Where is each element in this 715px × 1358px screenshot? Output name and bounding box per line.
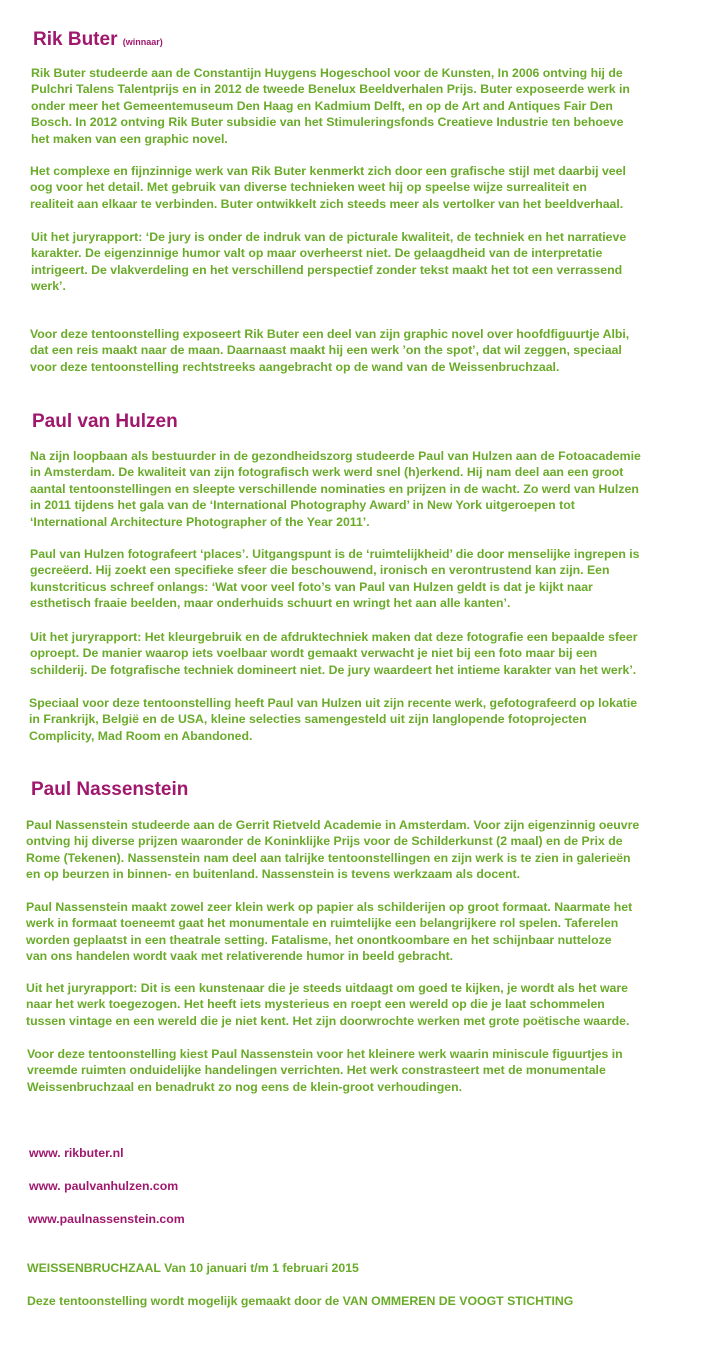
text-line: in Amsterdam. De kwaliteit van zijn fotografisch werk werd snel (h)erkend. Hij nam deel aan een groot bbox=[30, 465, 624, 480]
sponsor-note: Deze tentoonstelling wordt mogelijk gemaakt door de VAN OMMEREN DE VOOGT STICHTING bbox=[27, 1294, 574, 1308]
artist-name: Paul Nassenstein bbox=[31, 779, 189, 800]
text-line: onder meer het Gemeentemuseum Den Haag en Kadmium Delft, en op de Art and Antiques Fair Den bbox=[31, 98, 613, 113]
nassenstein-exhibition-paragraph bbox=[27, 1046, 623, 1095]
venue-dates: WEISSENBRUCHZAAL Van 10 januari t/m 1 februari 2015 bbox=[27, 1261, 359, 1275]
artist-heading-paul-nassenstein bbox=[31, 779, 188, 801]
text-line: realiteit aan elkaar te verbinden. Buter ontwikkelt zich steeds meer als vertolker van het beeldverhaal. bbox=[30, 196, 624, 211]
text-line: vreemde ruimten onduidelijke handelingen verrichten. Het werk constrasteert met de monumentale bbox=[27, 1063, 606, 1078]
text-line: kunstcriticus schreef onlangs: ‘Wat voor veel foto’s van Paul van Hulzen geldt is dat je kijkt naar bbox=[30, 579, 593, 594]
text-line: Na zijn loopbaan als bestuurder in de gezondheidszorg studeerde Paul van Hulzen aan de Fotoacademie bbox=[30, 449, 641, 463]
text-line: Uit het juryrapport: ‘De jury is onder de indruk van de picturale kwaliteit, de techniek en het narratieve bbox=[31, 230, 627, 244]
text-line: Rome (Tekenen). Nassenstein nam deel aan talrijke tentoonstellingen en zijn werk is te zien in galerieën bbox=[26, 850, 631, 865]
artist-heading-rik-buter bbox=[33, 29, 163, 53]
text-line: van ons handelen wordt vaak met relativerende humor in beeld gebracht. bbox=[26, 949, 454, 964]
text-line: Speciaal voor deze tentoonstelling heeft Paul van Hulzen uit zijn recente werk, gefotografeerd op lokatie bbox=[29, 696, 638, 710]
text-line: karakter. De eigenzinnige humor valt op maar overheerst niet. De gelaagdheid van de interpretatie bbox=[31, 246, 603, 261]
van-hulzen-exhibition-paragraph bbox=[29, 695, 637, 744]
text-line: worden geplaatst in een theatrale setting. Fatalisme, het onontkoombare en het schijnbaar nutteloze bbox=[26, 932, 612, 947]
nassenstein-bio-paragraph-1 bbox=[26, 817, 639, 883]
link-paulnassenstein[interactable]: www.paulnassenstein.com bbox=[28, 1212, 185, 1226]
text-line: gecreëerd. Hij zoekt een specifieke sfeer die beschouwend, ironisch en verontrustend kan zijn. Een bbox=[30, 563, 610, 578]
van-hulzen-bio-paragraph-1 bbox=[30, 448, 641, 530]
text-line: naar het werk toegezogen. Het heeft iets mysterieus en roept een wereld op die je laat schommelen bbox=[26, 997, 605, 1012]
text-line: Uit het juryrapport: Het kleurgebruik en de afdruktechniek maken dat deze fotografie een bepaalde sfeer bbox=[30, 630, 638, 644]
rik-buter-jury-paragraph bbox=[31, 229, 626, 295]
van-hulzen-jury-paragraph bbox=[30, 629, 637, 678]
text-line: het maken van een graphic novel. bbox=[31, 131, 228, 146]
link-paulvanhulzen[interactable]: www. paulvanhulzen.com bbox=[29, 1179, 179, 1193]
text-line: ‘International Architecture Photographer of the Year 2011’. bbox=[30, 514, 370, 529]
artist-heading-paul-van-hulzen bbox=[32, 411, 178, 433]
artist-name: Rik Buter bbox=[33, 29, 118, 50]
text-line: Paul Nassenstein maakt zowel zeer klein werk op papier als schilderijen op groot formaat. Naarmate het bbox=[26, 900, 633, 914]
text-line: Rik Buter studeerde aan de Constantijn Huygens Hogeschool voor de Kunsten, In 2006 ontving hij de bbox=[31, 66, 623, 80]
text-line: tussen vintage en een wereld die je niet kent. Het zijn doorwrochte werken met grote poëtische waarde. bbox=[26, 1013, 630, 1028]
text-line: Uit het juryrapport: Dit is een kunstenaar die je steeds uitdaagt om goed te kijken, je wordt als het ware bbox=[26, 981, 629, 995]
text-line: dat een reis maakt naar de maan. Daarnaast maakt hij een werk ’on the spot’, dat wil zeggen, speciaal bbox=[30, 343, 622, 358]
rik-buter-bio-paragraph-1 bbox=[31, 65, 630, 147]
winner-tag: (winnaar) bbox=[122, 37, 163, 47]
text-line: voor deze tentoonstelling rechtstreeks aangebracht op de wand van de Weissenbruchzaal. bbox=[30, 359, 560, 374]
rik-buter-exhibition-paragraph bbox=[30, 326, 629, 375]
text-line: Paul Nassenstein studeerde aan de Gerrit Rietveld Academie in Amsterdam. Voor zijn eigenzinnig oeuvre bbox=[26, 818, 640, 832]
text-line: werk in formaat toeneemt gaat het monumentale en ruimtelijke een belangrijkere rol spelen. Taferelen bbox=[26, 916, 619, 931]
text-line: en op beurzen in binnen- en buitenland. Nassenstein is tevens werkzaam als docent. bbox=[26, 867, 521, 882]
text-line: Voor deze tentoonstelling exposeert Rik Buter een deel van zijn graphic novel over hoofdfiguurtje Albi, bbox=[30, 327, 630, 341]
text-line: werk’. bbox=[31, 279, 66, 294]
text-line: ontving hij diverse prijzen waaronder de Koninklijke Prijs voor de Schilderkunst (2 maal) en de Prix de bbox=[26, 834, 623, 849]
rik-buter-bio-paragraph-2 bbox=[30, 163, 626, 212]
text-line: Pulchri Talens Talentprijs en in 2012 de tweede Benelux Beeldverhalen Prijs. Buter exposeerde werk in bbox=[31, 82, 630, 97]
nassenstein-bio-paragraph-2 bbox=[26, 899, 632, 965]
van-hulzen-bio-paragraph-2 bbox=[30, 546, 640, 612]
text-line: Voor deze tentoonstelling kiest Paul Nassenstein voor het kleinere werk waarin miniscule figuurtjes in bbox=[27, 1047, 623, 1061]
text-line: Weissenbruchzaal en benadrukt zo nog eens de klein-groot verhoudingen. bbox=[27, 1079, 463, 1094]
link-rikbuter[interactable]: www. rikbuter.nl bbox=[29, 1146, 124, 1160]
text-line: in Frankrijk, België en de USA, kleine selecties samengesteld uit zijn langlopende fotoprojecten bbox=[29, 712, 587, 727]
text-line: schilderij. De fotgrafische techniek domineert niet. De jury waardeert het intieme karakter van het werk’. bbox=[30, 662, 637, 677]
artist-name: Paul van Hulzen bbox=[32, 411, 178, 432]
text-line: in 2011 tijdens het gala van de ‘International Photography Award’ in New York uitgeroepen tot bbox=[30, 498, 575, 513]
text-line: intrigeert. De vlakverdeling en het verschillend perspectief zonder tekst maakt het tot een verrassend bbox=[31, 262, 623, 277]
text-line: oog voor het detail. Met gebruik van diverse technieken weet hij op speelse wijze surrealiteit en bbox=[30, 180, 587, 195]
text-line: Het complexe en fijnzinnige werk van Rik Buter kenmerkt zich door een grafische stijl met daarbij veel bbox=[30, 164, 626, 178]
text-line: esthetisch fraaie beelden, maar onderhuids schuurt en wringt het aan alle kanten’. bbox=[30, 596, 511, 611]
text-line: Paul van Hulzen fotografeert ‘places’. Uitgangspunt is de ‘ruimtelijkheid’ die door menselijke ingrepen is bbox=[30, 547, 640, 561]
text-line: Complicity, Mad Room en Abandoned. bbox=[29, 728, 253, 743]
nassenstein-jury-paragraph bbox=[26, 980, 629, 1029]
text-line: aantal tentoonstellingen en sleepte verschillende nominaties en prijzen in de wacht. Zo werd van Hulzen bbox=[30, 481, 639, 496]
text-line: Bosch. In 2012 ontving Rik Buter subsidie van het Stimuleringsfonds Creatieve Industrie ten behoeve bbox=[31, 115, 624, 130]
text-line: oproept. De manier waarop iets voelbaar wordt gemaakt verwacht je niet bij een foto maar bij een bbox=[30, 646, 598, 661]
